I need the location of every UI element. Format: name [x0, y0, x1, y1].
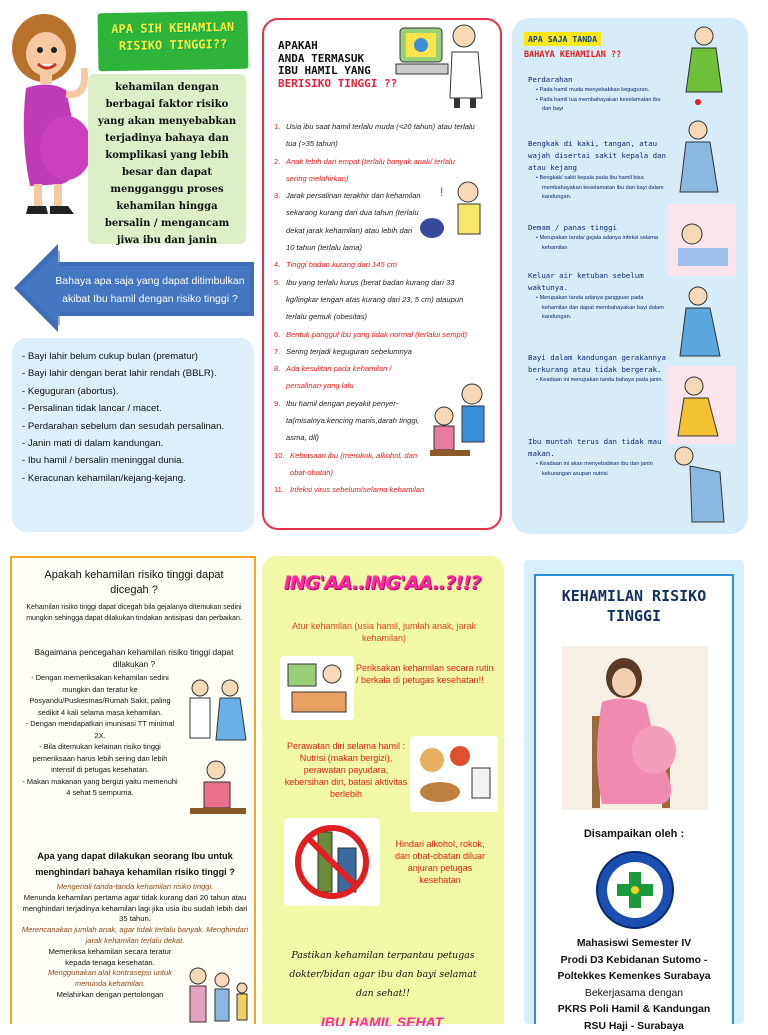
title-line: BERISIKO TINGGI ??	[278, 78, 418, 91]
list-item: Menunda kehamilan pertama agar tidak kurang dari 20 tahun atau menghindari terjadinya kehamilan lagi jika usia ibu sudah lebih dari 35 tahun.	[20, 893, 250, 925]
dangers-list	[12, 338, 254, 532]
credit-line: Prodi D3 Kebidanan Sutomo -	[536, 953, 732, 970]
danger-signs-illustrations	[668, 22, 738, 532]
presented-by: Disampaikan oleh :	[536, 828, 732, 840]
list-item: - Bila ditemukan kelainan risiko tinggi pemeriksaan harus lebih sering dan lebih intensif di petugas kesehatan.	[20, 741, 180, 776]
sign-heading: Perdarahan	[528, 74, 668, 86]
list-item: 6. Bentuk panggul ibu yang tidak normal (terlalui sempit)	[274, 326, 496, 343]
prevention-question: Apakah kehamilan risiko tinggi dapat dicegah ?	[26, 568, 242, 598]
nutrition-food-illustration	[410, 736, 498, 812]
sign-item	[528, 352, 668, 386]
sign-heading: Keluar air ketuban sebelum waktunya.	[528, 270, 670, 294]
sign-item	[528, 436, 668, 479]
sign-bullet: • Merupakan tanda/ gejala adanya infeksi selama kehamilan	[528, 234, 668, 253]
title-line: ANDA TERMASUK	[278, 53, 418, 66]
list-item: 1. Usia ibu saat hamil terlalu muda (<20 tahun) atau terlalu tua (>35 tahun)	[274, 118, 496, 153]
tip-self-care: Perawatan diri selama hamil : Nutrisi (makan bergizi), perawatan payudara, kebersihan diri, batasi aktivitas berlebih	[284, 740, 408, 800]
list-item: - Janin mati di dalam kandungan.	[22, 435, 244, 452]
tip-avoid: Hindari alkohol, rokok, dan obat-obatan diluar anjuran petugas kesehatan	[388, 838, 492, 886]
list-item: 8. Ada kesulitan pada kehamilan / persalinan yang lalu	[274, 360, 496, 395]
credit-line: Poltekkes Kemenkes Surabaya	[536, 969, 732, 986]
list-item: 4. Tinggi badan kurang dari 145 cm	[274, 256, 496, 273]
sign-heading: Bayi dalam kandungan gerakannya berkurang atau tidak bergerak.	[528, 352, 668, 376]
list-item: - Persalinan tidak lancar / macet.	[22, 400, 244, 417]
sign-heading: Demam / panas tinggi	[528, 222, 668, 234]
prevention-answer: Kehamilan risiko tinggi dapat dicegah bila gejalanya ditemukan sedini mungkin sehingga dapat dilakukan tindakan antisipasi dan perbaikan.	[22, 602, 246, 624]
list-item: 5. Ibu yang terlalu kurus (berat badan kurang dari 33 kg/lingkar lengan atas kurang dari 23, 5 cm) ataupun terlalu gemuk (obesitas)	[274, 274, 496, 326]
panel3-subtitle: BAHAYA KEHAMILAN ??	[524, 50, 621, 60]
sign-heading: Bengkak di kaki, tangan, atau wajah disertai sakit kepala dan atau kejang	[528, 138, 668, 174]
list-item: - Keracunan kehamilan/kejang-kejang.	[22, 470, 244, 487]
nurse-computer-illustration	[394, 18, 492, 110]
sign-heading: Ibu muntah terus dan tidak mau makan.	[528, 436, 668, 460]
avoid-question: Apa yang dapat dilakukan seorang Ibu untuk menghindari bahaya kehamilan risiko tinggi ?	[18, 848, 252, 880]
panel5-title: ING'AA..ING'AA..?!!?	[282, 572, 482, 594]
pregnant-woman-seated-illustration	[562, 646, 708, 810]
cover-frame	[534, 574, 734, 1024]
dangers-question: Bahaya apa saja yang dapat ditimbulkan akibat Ibu hamil dengan risiko tinggi ?	[50, 272, 250, 308]
prenatal-checkup-illustration	[180, 674, 252, 824]
list-item: Merencanakan jumlah anak, agar tidak terlalu banyak. Menghindari jarak kehamilan terlalu dekat.	[20, 925, 250, 947]
sign-item	[528, 270, 670, 323]
title-line: APAKAH	[278, 40, 418, 53]
credits	[536, 936, 732, 1035]
bottom-title: IBU HAMIL SEHAT	[302, 1014, 462, 1026]
list-item: 11. Infeksi virus sebelum/selama kehamilan	[274, 481, 496, 498]
title-line: KEHAMILAN RISIKO	[536, 586, 732, 606]
credit-line: PKRS Poli Hamil & Kandungan	[536, 1002, 732, 1019]
tip-checkup: Periksakan kehamilan secara rutin / berkala di petugas kesehatan!!	[356, 662, 496, 686]
sign-bullet: • Keadaan ini merupakan tanda bahaya pada janin.	[528, 376, 668, 386]
panel-reminders	[262, 556, 504, 1024]
list-item: - Ibu hamil / bersalin meninggal dunia.	[22, 452, 244, 469]
checkup-illustration	[280, 656, 354, 720]
credit-line: Mahasiswi Semester IV	[536, 936, 732, 953]
list-item: - Perdarahan sebelum dan sesudah persalinan.	[22, 418, 244, 435]
list-item: - Keguguran (abortus).	[22, 383, 244, 400]
no-alcohol-icon	[284, 818, 380, 906]
list-item: Menggunakan alat kontrasepsi untuk menunda kehamilan.	[40, 968, 180, 990]
list-item: - Dengan memeriksakan kehamilan sedini mungkin dan teratur ke Posyandu/Puskesmas/Rumah Sakit, paling sedikit 4 kali selama masa kehamilan.	[20, 672, 180, 718]
panel1-title: APA SIH KEHAMILAN RISIKO TINGGI??	[98, 11, 249, 72]
sign-bullet: • Keadaan ini akan menyebabkan ibu dan janin kekurangan asupan nutrisi	[528, 460, 668, 479]
svg-text:!: !	[440, 185, 443, 199]
credit-line: Bekerjasama dengan	[536, 986, 732, 1003]
sign-bullet: • Merupakan tanda adanya gangguan pada kehamilan dan dapat membahayakan bayi dalam kandungan.	[528, 294, 670, 323]
family-illustration	[182, 964, 252, 1026]
list-item: Memeriksa kehamilan secara teratur kepada tenaga kesehatan.	[40, 947, 180, 969]
list-item: 3. Jarak persalinan terakhir dan kehamilan sekarang kurang dari dua tahun (terlalu dekat jarak kehamilan) atau lebih dari 10 tahun (terlalu lama)	[274, 187, 496, 256]
list-item: Mengenali tanda-tanda kehamilan risiko tinggi.	[20, 882, 250, 893]
list-item: - Bayi lahir dengan berat lahir rendah (BBLR).	[22, 365, 244, 382]
prevention-how-question: Bagaimana pencegahan kehamilan risiko tinggi dapat dilakukan ?	[20, 646, 248, 670]
list-item: 7. Sering terjadi keguguran sebelumnya	[274, 343, 496, 360]
doctor-patient-illustration	[428, 376, 494, 466]
sign-bullet: • Bengkak/ sakit kepala pada ibu hamil bisa membahayakan keselamatan ibu dan bayi dalam kandungan.	[528, 174, 668, 203]
panel-definition	[0, 0, 256, 540]
cover-title	[536, 586, 732, 626]
list-item: 9. Ibu hamil dengan peyakit penyer-ta(misalnya:kencing manis,darah tinggi, asma, dll)	[274, 395, 496, 447]
panel3-title: APA SAJA TANDA	[524, 32, 601, 46]
poltekkes-logo	[594, 850, 676, 930]
panel-prevention	[10, 556, 256, 1024]
sign-item	[528, 74, 668, 115]
stress-illustration	[418, 176, 490, 246]
definition-note: kehamilan dengan berbagai faktor risiko yang akan menyebabkan terjadinya bahaya dan komplikasi yang lebih besar dan dapat mengganggu proses kehamilan hingga bersalin / mengancam jiwa ibu dan janin	[88, 74, 246, 244]
title-line: IBU HAMIL YANG	[278, 65, 418, 78]
sign-bullet: • Pada hamil muda menyebabkan keguguran.	[528, 86, 668, 96]
intro-text: Atur kehamilan (usia hamil, jumlah anak, jarak kehamilan)	[286, 620, 482, 644]
list-item: 10. Kebiasaan ibu (merokok, alkohol, dan obat-obatan)	[274, 447, 496, 482]
closing-text: Pastikan kehamilan terpantau petugas dokter/bidan agar ibu dan bayi selamat dan sehat!!	[280, 946, 486, 1003]
list-item: - Dengan mendapatkan imunisasi TT minimal 2X.	[20, 718, 180, 741]
sign-item	[528, 138, 668, 203]
list-item: 2. Anak lebih dari empat (terlalu banyak anak/ terlalu sering melahirkan)	[274, 153, 496, 188]
list-item: - Makan makanan yang bergizi yaitu memenuhi 4 sehat 5 sempurna.	[20, 776, 180, 799]
sign-item	[528, 222, 668, 253]
list-item: - Bayi lahir belum cukup bulan (prematur)	[22, 348, 244, 365]
title-line: TINGGI	[536, 606, 732, 626]
list-item: Melahirkan dengan pertolongan	[40, 990, 180, 1001]
prevention-list	[20, 672, 180, 799]
sign-bullet: • Pada hamil tua membahayakan keselamatan ibu dan bayi	[528, 96, 668, 115]
credit-line: RSU Haji - Surabaya	[536, 1019, 732, 1035]
